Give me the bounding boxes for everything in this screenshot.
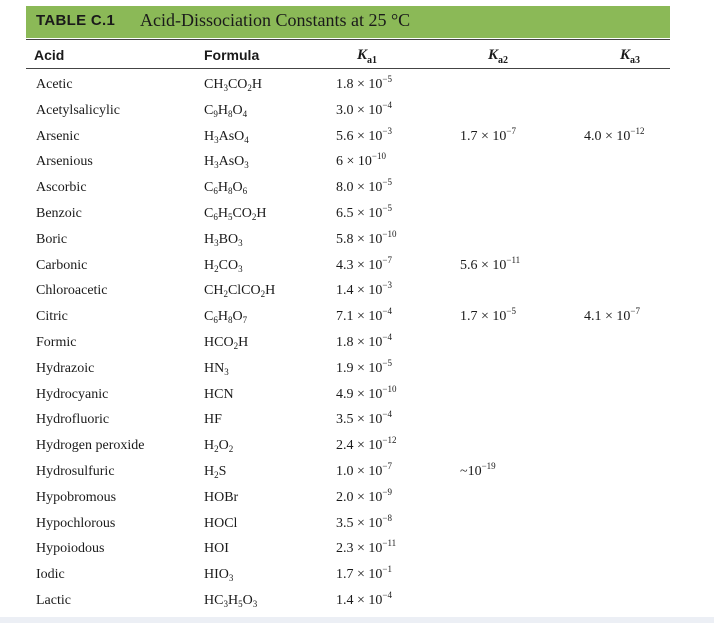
formula-cell: $HC_3H_5O_3$: [204, 593, 258, 609]
acid-cell: Hydrosulfuric: [36, 464, 115, 479]
acid-cell: Arsenic: [36, 128, 80, 144]
ka2-cell: $1.7 \times 10^{-5}$: [460, 306, 516, 325]
formula-cell: $HN_3$: [204, 360, 229, 377]
header-ka1: $K_{a1}$: [357, 47, 378, 66]
ka2-cell: $1.7 \times 10^{-7}$: [460, 125, 516, 144]
ka2-cell: $\sim 10^{-19}$: [460, 461, 496, 479]
table-title: Acid-Dissociation Constants at 25 °C: [140, 10, 411, 30]
formula-cell: HOI: [204, 541, 229, 557]
ka1-cell: $1.4 \times 10^{-3}$: [336, 280, 392, 299]
acid-cell: Formic: [36, 335, 77, 350]
formula-cell: $C_6H_8O_6$: [204, 180, 248, 197]
ka1-cell: $4.9 \times 10^{-10}$: [336, 383, 397, 402]
formula-cell: $C_6H_5CO_2H$: [204, 206, 267, 222]
formula-cell: HF: [204, 412, 222, 428]
acid-cell: Boric: [36, 231, 68, 247]
header-ka3: $K_{a3}$: [620, 47, 641, 66]
ka1-cell: $2.4 \times 10^{-12}$: [336, 435, 397, 454]
table-label: TABLE C.1: [36, 12, 116, 29]
acid-cell: Acetic: [36, 77, 73, 92]
header-formula: Formula: [204, 47, 260, 63]
acid-cell: Hypochlorous: [36, 515, 116, 531]
acid-cell: Hydrocyanic: [36, 386, 109, 402]
ka1-cell: $5.8 \times 10^{-10}$: [336, 228, 397, 247]
header-bottom-rule: [26, 68, 670, 69]
ka1-cell: $7.1 \times 10^{-4}$: [336, 306, 392, 325]
acid-cell: Arsenious: [36, 154, 93, 170]
formula-cell: $H_2O_2$: [204, 438, 234, 455]
acid-cell: Benzoic: [36, 206, 82, 221]
formula-cell: $CH_3CO_2H$: [204, 77, 263, 93]
ka2-cell: $5.6 \times 10^{-11}$: [460, 254, 521, 273]
ka1-cell: $1.8 \times 10^{-4}$: [336, 332, 392, 350]
acid-cell: Hydrogen peroxide: [36, 438, 145, 454]
acid-cell: Hydrazoic: [36, 360, 95, 376]
header-acid: Acid: [34, 47, 65, 63]
formula-cell: $HIO_3$: [204, 567, 234, 584]
ka1-cell: $6.5 \times 10^{-5}$: [336, 203, 392, 221]
acid-cell: Lactic: [36, 593, 71, 608]
formula-cell: $H_2S$: [204, 464, 227, 480]
formula-cell: HOCl: [204, 515, 238, 531]
acid-cell: Hydrofluoric: [36, 412, 110, 428]
ka1-cell: $2.0 \times 10^{-9}$: [336, 486, 392, 505]
ka1-cell: $4.3 \times 10^{-7}$: [336, 254, 392, 273]
header-top-rule: [26, 39, 670, 40]
ka1-cell: $1.9 \times 10^{-5}$: [336, 357, 392, 376]
ka3-cell: $4.0 \times 10^{-12}$: [584, 125, 645, 144]
formula-cell: HOBr: [204, 489, 239, 505]
formula-cell: $CH_2ClCO_2H$: [204, 283, 276, 300]
ka1-cell: $3.5 \times 10^{-8}$: [336, 512, 392, 531]
ka1-cell: $3.0 \times 10^{-4}$: [336, 99, 392, 118]
ka1-cell: $6 \times 10^{-10}$: [336, 151, 386, 170]
acid-cell: Citric: [36, 309, 68, 325]
ka1-cell: $8.0 \times 10^{-5}$: [336, 177, 392, 196]
formula-cell: $HCO_2H$: [204, 335, 249, 351]
acid-cell: Ascorbic: [36, 180, 87, 196]
ka3-cell: $4.1 \times 10^{-7}$: [584, 306, 640, 325]
acid-cell: Carbonic: [36, 257, 88, 273]
acid-cell: Hypobromous: [36, 489, 117, 505]
ka1-cell: $1.0 \times 10^{-7}$: [336, 461, 392, 479]
bottom-band: [0, 617, 714, 623]
acid-cell: Hypoiodous: [36, 541, 105, 557]
ka1-cell: $2.3 \times 10^{-11}$: [336, 538, 397, 557]
formula-cell: $H_2CO_3$: [204, 257, 243, 274]
ka1-cell: $5.6 \times 10^{-3}$: [336, 125, 392, 144]
header-ka2: $K_{a2}$: [488, 47, 509, 66]
formula-cell: HCN: [204, 386, 234, 402]
acid-cell: Chloroacetic: [36, 283, 108, 299]
acid-cell: Iodic: [36, 567, 65, 583]
ka1-cell: $1.8 \times 10^{-5}$: [336, 74, 392, 92]
acid-cell: Acetylsalicylic: [36, 102, 120, 118]
formula-cell: $H_3BO_3$: [204, 231, 243, 248]
formula-cell: $H_3AsO_4$: [204, 128, 249, 145]
formula-cell: $C_9H_8O_4$: [204, 102, 248, 119]
ka1-cell: $1.4 \times 10^{-4}$: [336, 590, 392, 608]
ka1-cell: $1.7 \times 10^{-1}$: [336, 564, 392, 583]
formula-cell: $H_3AsO_3$: [204, 154, 249, 171]
ka1-cell: $3.5 \times 10^{-4}$: [336, 409, 392, 428]
formula-cell: $C_6H_8O_7$: [204, 309, 248, 326]
